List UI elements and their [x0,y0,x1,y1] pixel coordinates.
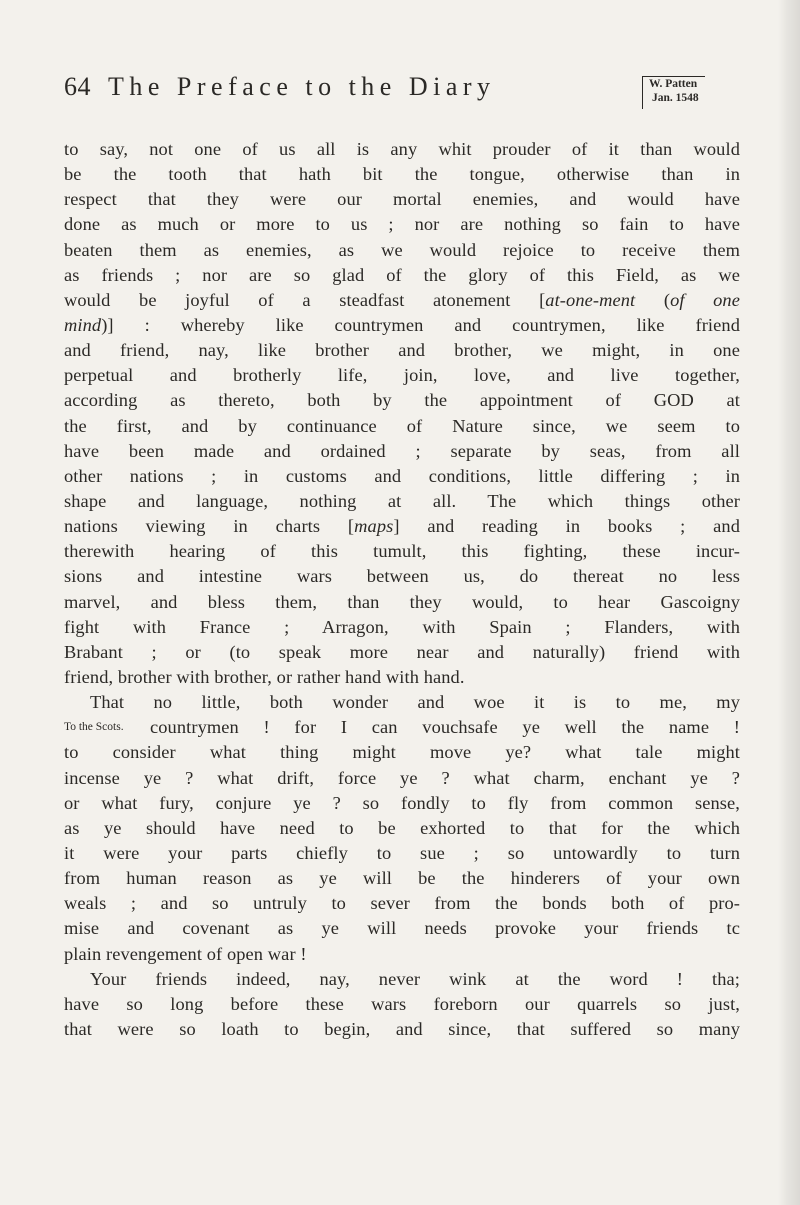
running-head: The Preface to the Diary [108,72,496,101]
text-span: ] and reading in books ; and [393,516,740,537]
text-line: the first, and by continuance of Nature since, we seem to [64,415,740,436]
bracket-date: Jan. 1548 [652,92,699,104]
text-line: perpetual and brotherly life, join, love, and live together, [64,365,740,386]
italic-gloss: of one [670,289,740,310]
text-line: according as thereto, both by the appointment of GOD at [64,390,740,411]
text-span: nations viewing in charts [ [64,516,355,537]
text-line: as friends ; nor are so glad of the glory of this Field, as we [64,264,740,285]
text-line: weals ; and so untruly to sever from the bonds both of pro- [64,893,740,914]
text-line: mise and covenant as ye will needs provoke your friends tc [64,918,740,939]
text-span: ( [635,289,671,310]
text-line: friend, brother with brother, or rather hand with hand. [64,666,465,687]
text-line: shape and language, nothing at all. The which things other [64,490,740,511]
margin-note: To the Scots. [64,721,124,734]
italic-gloss: maps [354,516,394,537]
text-line: marvel, and bless them, than they would, to hear Gascoigny [64,591,740,612]
bracket-author: W. Patten [649,78,698,90]
italic-gloss: at-one-ment [545,289,636,310]
text-span: would be joyful of a steadfast atonement [ [64,289,546,310]
text-line: that were so loath to begin, and since, that suffered so many [64,1018,740,1039]
text-span: )] : whereby like countrymen and countrymen, like friend [101,314,740,335]
text-line: Your friends indeed, nay, never wink at the word ! tha; [90,968,740,989]
text-line: as ye should have need to be exhorted to that for the which [64,817,740,838]
page-edge-shadow [778,0,800,1205]
page-number: 64 [64,72,91,101]
text-line [64,288,740,313]
text-line: to say, not one of us all is any whit prouder of it than would [64,139,740,159]
text-line: and friend, nay, like brother and brother, we might, in one [64,340,740,361]
text-line: therewith hearing of this tumult, this fighting, these incur- [64,541,740,562]
text-line: That no little, both wonder and woe it is to me, my [90,692,740,713]
text-line: be the tooth that hath bit the tongue, otherwise than in [64,164,740,185]
text-line: have been made and ordained ; separate by seas, from all [64,440,740,461]
bracket-note [642,76,705,109]
text-line [64,514,740,539]
text-line: to consider what thing might move ye? what tale might [64,742,740,763]
text-line: or what fury, conjure ye ? so fondly to fly from common sense, [64,792,740,813]
body-text [64,137,740,1042]
text-line: incense ye ? what drift, force ye ? what charm, enchant ye ? [64,767,740,788]
text-line: it were your parts chiefly to sue ; so untowardly to turn [64,842,740,863]
text-line: respect that they were our mortal enemies, and would have [64,189,740,210]
text-line: Brabant ; or (to speak more near and naturally) friend with [64,641,740,662]
text-line: done as much or more to us ; nor are nothing so fain to have [64,214,740,235]
text-line: plain revengement of open war ! [64,943,307,964]
text-line: beaten them as enemies, as we would rejoice to receive them [64,239,740,260]
text-line: fight with France ; Arragon, with Spain ; Flanders, with [64,616,740,637]
text-line-with-margin-note [64,715,740,740]
text-line: other nations ; in customs and conditions, little differing ; in [64,465,740,486]
text-line: sions and intestine wars between us, do thereat no less [64,566,740,587]
text-line [64,313,740,338]
text-line: have so long before these wars foreborn our quarrels so just, [64,993,740,1014]
page-header [64,72,744,120]
italic-gloss: mind [64,314,102,335]
text-span: countrymen ! for I can vouchsafe ye well the name ! [150,717,740,738]
text-line: from human reason as ye will be the hinderers of your own [64,868,740,889]
